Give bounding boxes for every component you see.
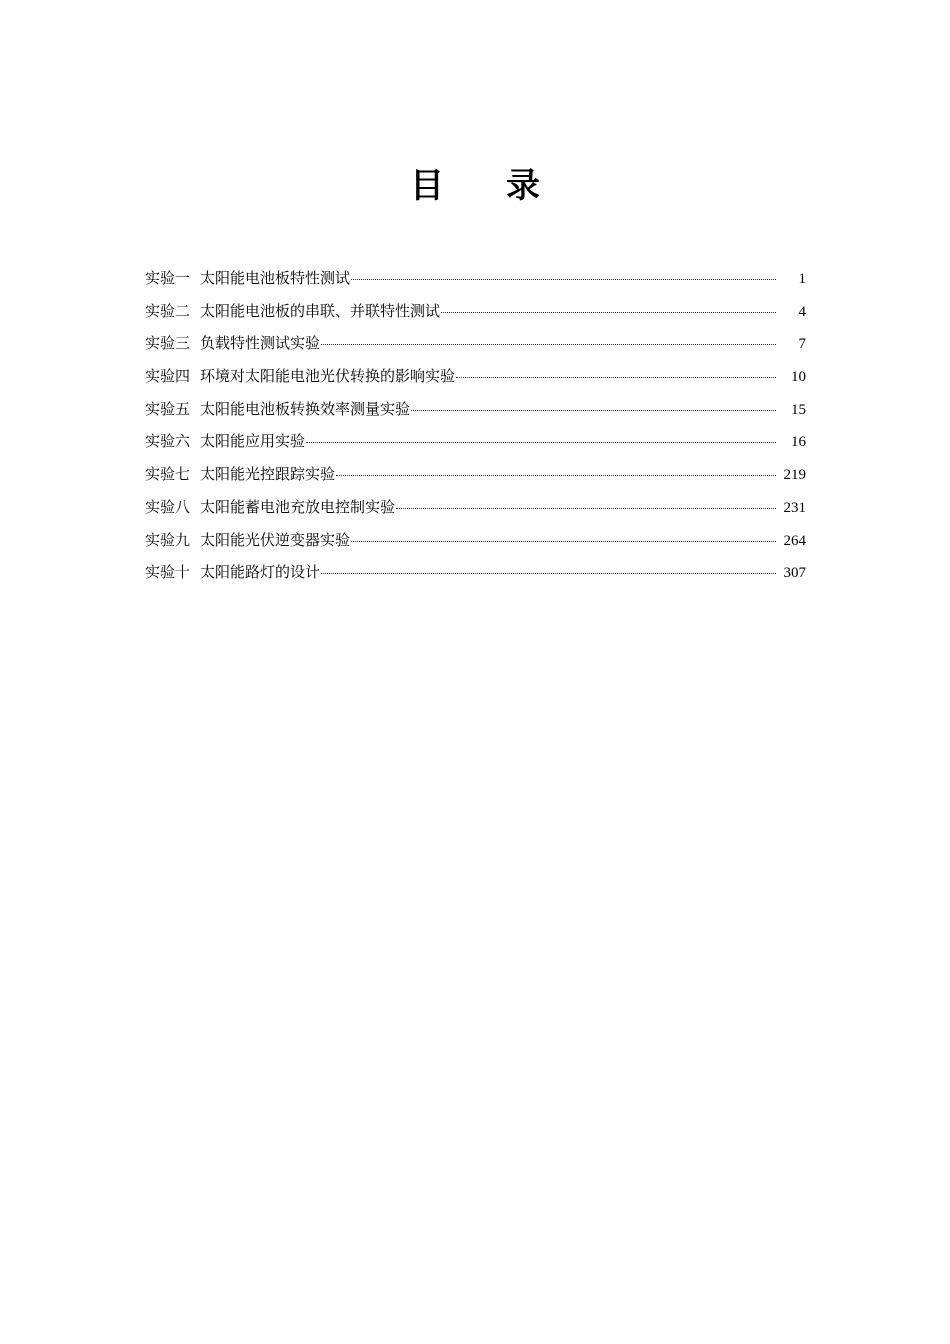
toc-leader-dots — [336, 474, 776, 476]
toc-entry-3[interactable] — [145, 327, 806, 360]
toc-entry-title: 太阳能蓄电池充放电控制实验 — [200, 497, 396, 516]
toc-leader-dots — [396, 507, 776, 509]
toc-leader-dots — [441, 311, 776, 313]
toc-entry-5[interactable] — [145, 393, 806, 426]
toc-entry-number: 实验二 — [145, 301, 191, 320]
toc-entry-number: 实验六 — [145, 432, 191, 451]
toc-entry-number: 实验七 — [145, 465, 191, 484]
toc-entry-page: 307 — [783, 565, 806, 582]
toc-entry-title: 太阳能光伏逆变器实验 — [200, 530, 351, 549]
toc-leader-dots — [456, 376, 776, 378]
toc-entry-2[interactable] — [145, 295, 806, 328]
toc-entry-page: 264 — [783, 532, 806, 549]
toc-entry-page: 219 — [783, 467, 806, 484]
toc-entry-page: 4 — [798, 303, 806, 320]
toc-entry-title: 环境对太阳能电池光伏转换的影响实验 — [200, 367, 456, 386]
toc-entry-number: 实验五 — [145, 399, 191, 418]
toc-entry-number: 实验八 — [145, 497, 191, 516]
toc-entry-title: 太阳能电池板特性测试 — [200, 269, 351, 287]
toc-entry-10[interactable] — [145, 556, 806, 589]
toc-entry-page: 1 — [798, 271, 806, 287]
toc-leader-dots — [351, 278, 776, 280]
toc-entry-title: 太阳能光控跟踪实验 — [200, 465, 336, 484]
toc-entry-title: 太阳能路灯的设计 — [200, 563, 321, 582]
toc-entry-number: 实验四 — [145, 367, 191, 386]
toc-entry-4[interactable] — [145, 360, 806, 393]
toc-heading — [0, 163, 950, 209]
toc-entry-number: 实验三 — [145, 334, 191, 353]
toc-entry-title: 负载特性测试实验 — [200, 334, 321, 353]
toc-entry-6[interactable] — [145, 425, 806, 458]
toc-entry-number: 实验十 — [145, 563, 191, 582]
toc-entry-title: 太阳能电池板的串联、并联特性测试 — [200, 301, 441, 320]
toc-leader-dots — [411, 409, 776, 411]
toc-leader-dots — [351, 540, 776, 542]
toc-entry-9[interactable] — [145, 524, 806, 557]
toc-entry-title: 太阳能应用实验 — [200, 432, 306, 451]
toc-entry-page: 7 — [798, 336, 806, 353]
toc-leader-dots — [321, 572, 776, 574]
toc-heading-char-1: 目 — [410, 166, 444, 206]
toc-heading-char-2: 录 — [506, 166, 540, 206]
toc-entry-page: 231 — [783, 499, 806, 516]
toc-entry-page: 16 — [791, 434, 806, 451]
toc-entry-7[interactable] — [145, 458, 806, 491]
toc-entry-8[interactable] — [145, 491, 806, 524]
toc-entry-number: 实验一 — [145, 269, 191, 287]
toc-entry-number: 实验九 — [145, 530, 191, 549]
toc-entry-page: 15 — [791, 401, 806, 418]
toc-entry-1[interactable] — [145, 262, 806, 295]
toc-leader-dots — [321, 343, 776, 345]
toc-leader-dots — [306, 441, 776, 443]
table-of-contents — [145, 262, 806, 589]
toc-entry-title: 太阳能电池板转换效率测量实验 — [200, 399, 411, 418]
toc-entry-page: 10 — [791, 369, 806, 386]
